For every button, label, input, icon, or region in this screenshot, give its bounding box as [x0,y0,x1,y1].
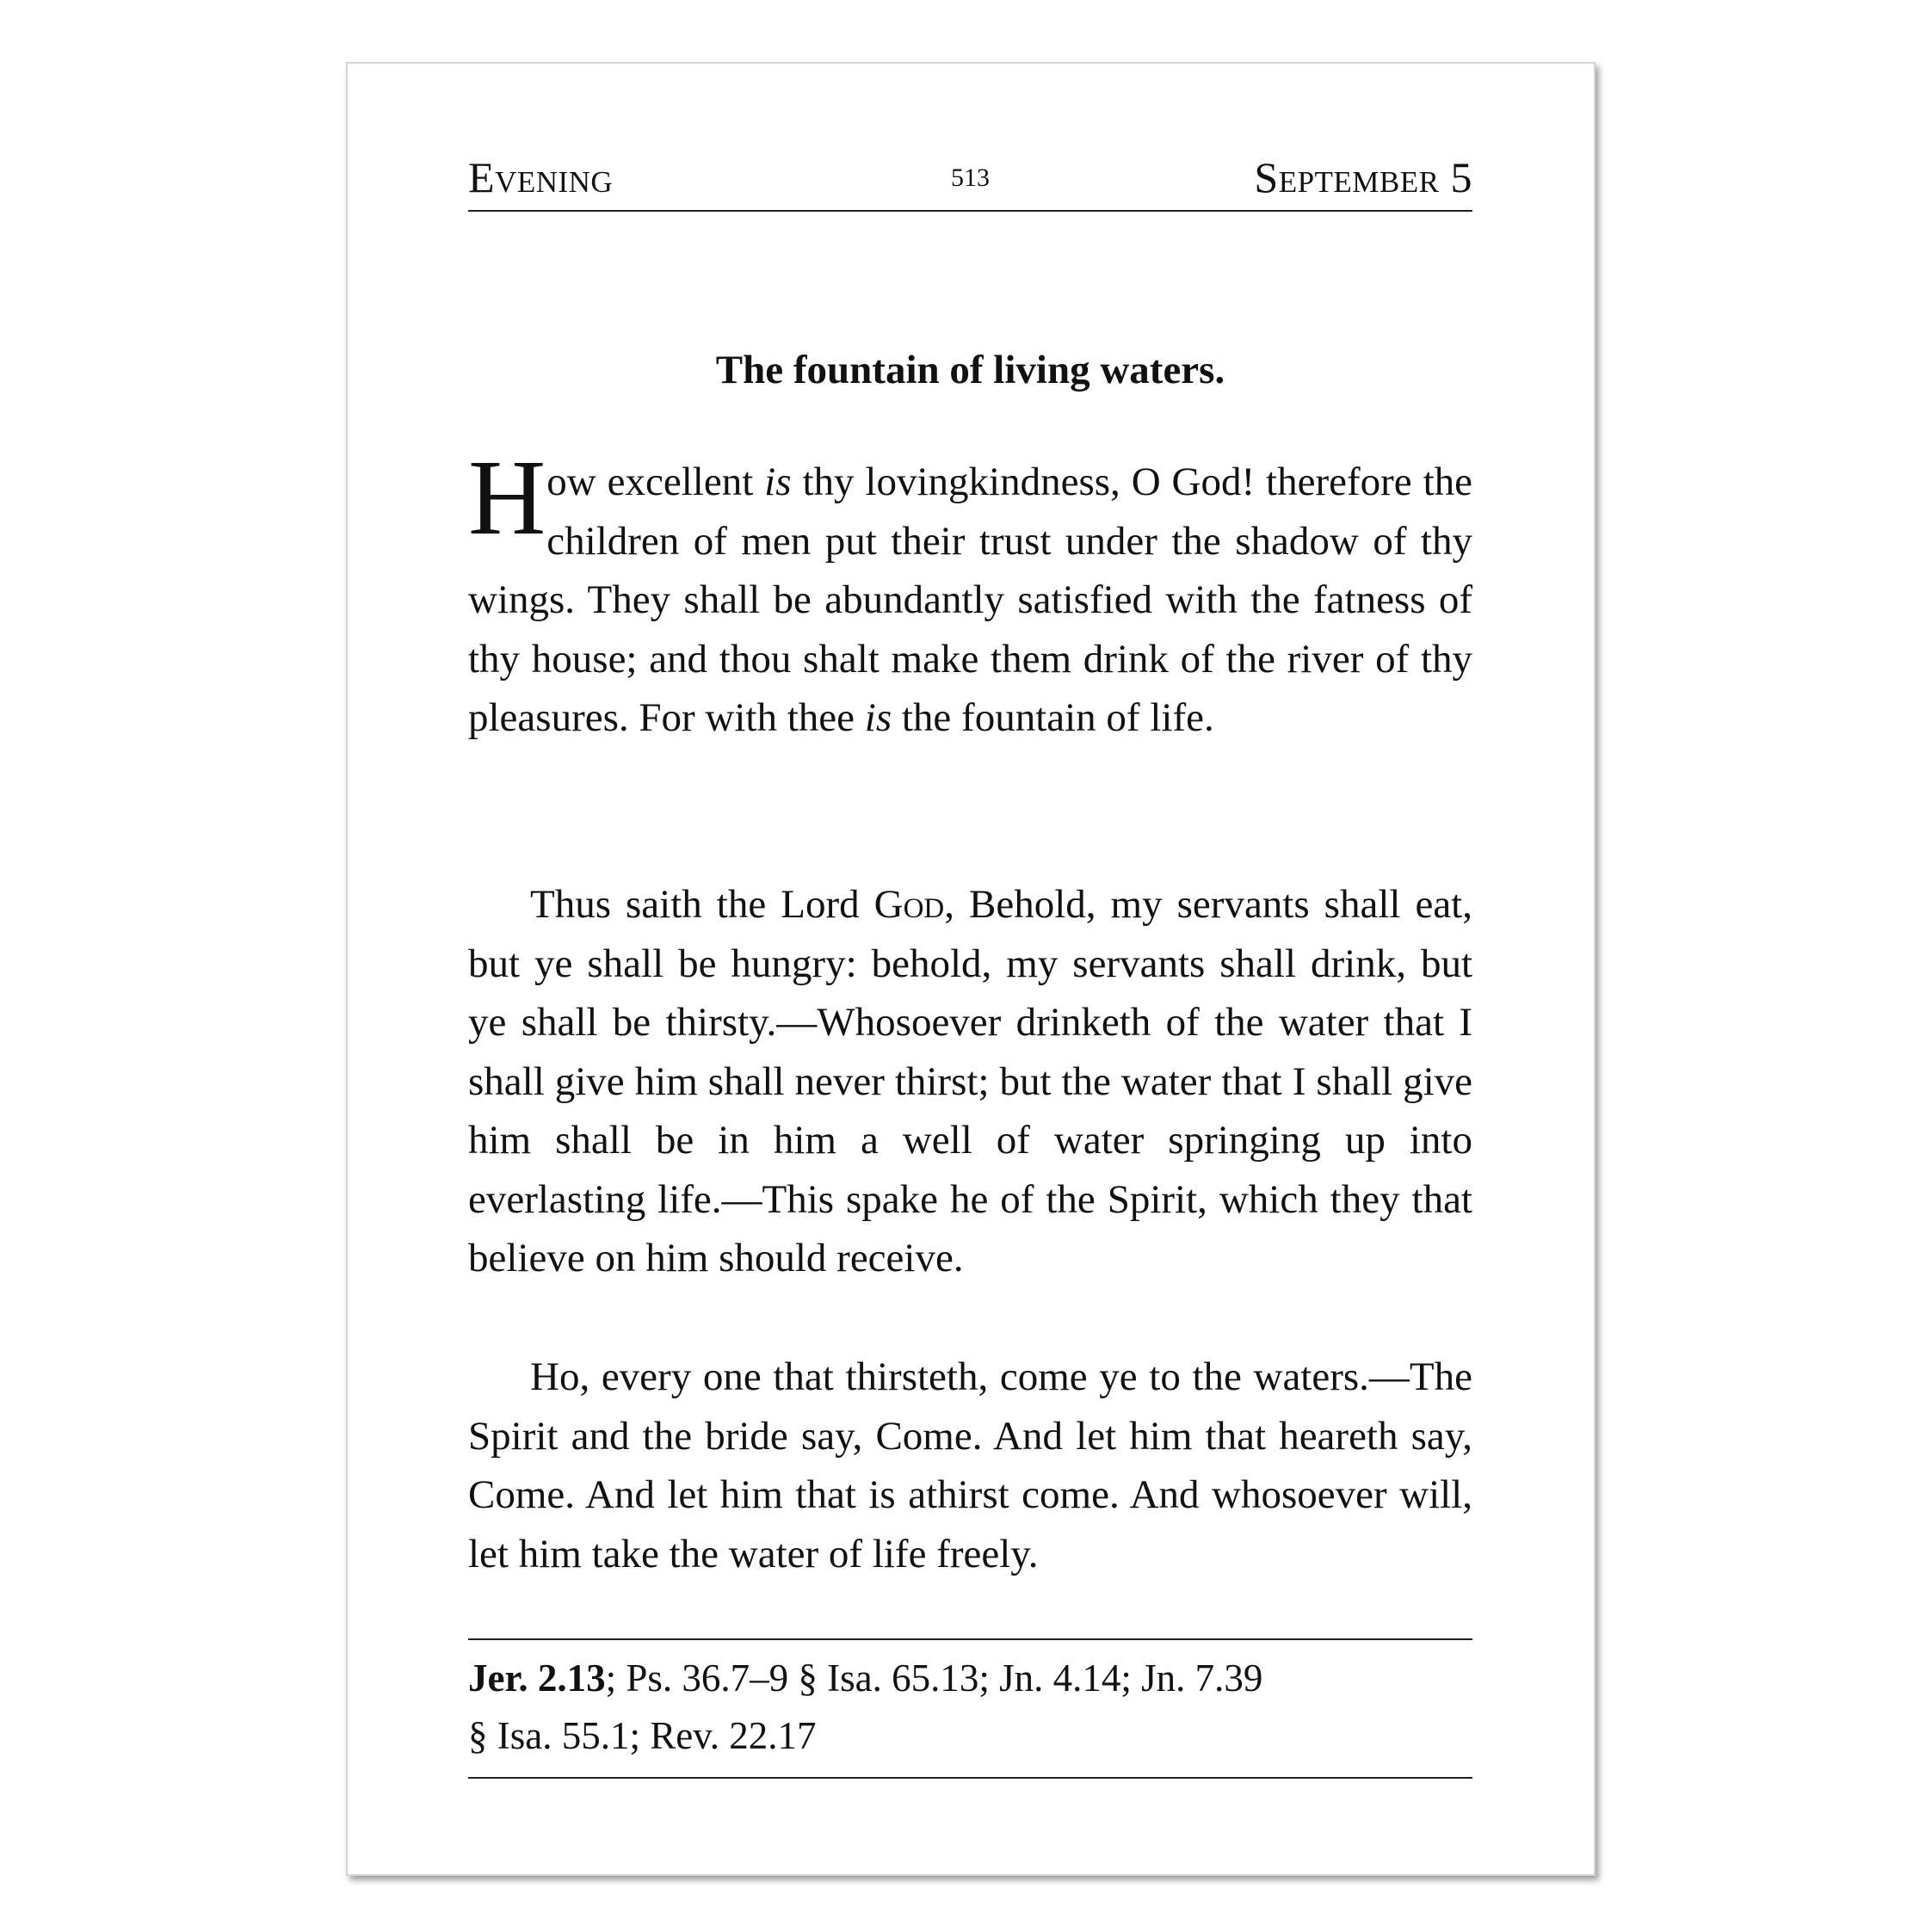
paragraph-3: Ho, every one that thirsteth, come ye to the waters.—The Spirit and the bride say, Come. And let him that heareth say, Come. And let him that is athirst come. And whosoever will, let him take the water of life freely. [468,1354,1472,1576]
page-number: 513 [951,163,990,192]
paragraph-1-text-b: thy lovingkindness, O God! therefore the children of men put their trust under the shadow of thy wings. They shall be abundantly satisfied with the fatness of thy house; and thou shalt make them drink of the river of thy pleasures. For with thee [468,460,1472,740]
book-page [346,62,1596,1876]
primary-reference: Jer. 2.13 [468,1656,606,1700]
paragraph-2 [468,875,1472,1288]
paragraph-1-italic-a: is [764,460,792,504]
drop-cap: H [468,439,546,558]
references-line-1 [468,1650,1472,1707]
header-date: September 5 [1254,153,1472,201]
paragraph-1-text-a: ow excellent [546,460,765,504]
paragraph-1-italic-b: is [864,695,892,740]
scripture-references [468,1638,1472,1779]
references-line-1-rest: ; Ps. 36.7–9 § Isa. 65.13; Jn. 4.14; Jn. 7.39 [605,1656,1263,1700]
paragraph-1-text-c: the fountain of life. [892,695,1214,740]
paragraph-2-text-a: Thus saith the Lord [530,882,874,927]
paragraph-2-text-b: , Behold, my servants shall eat, but ye shall be hungry: behold, my servants shall drink, but ye shall be thirsty.—Whosoever drinketh of the water that I shall give him shall never thirst; but the water that I shall give him shall be in him a well of water springing up into everlasting life.—This spake he of the Spirit, which they that believe on him should receive. [468,882,1472,1280]
paragraph-1 [468,439,1472,748]
paragraph-2-smallcaps: God [873,882,945,927]
header-evening: Evening [468,153,614,201]
references-line-2: § Isa. 55.1; Rev. 22.17 [468,1714,817,1757]
running-header [468,150,1472,212]
page-title: The fountain of living waters. [715,348,1225,392]
